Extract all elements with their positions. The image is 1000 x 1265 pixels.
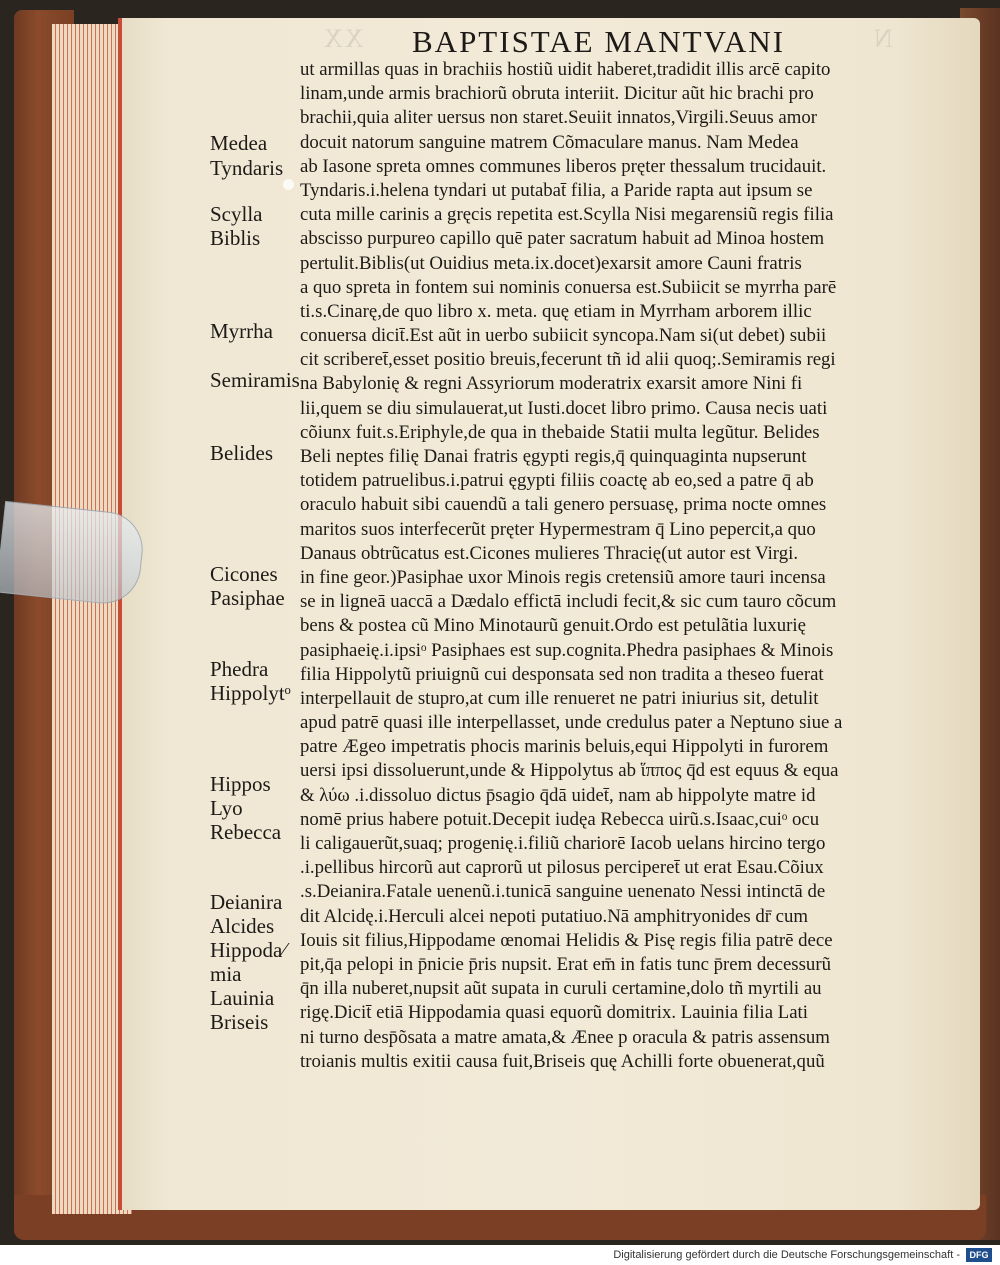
margin-note-cicones: Cicones: [210, 562, 278, 586]
margin-note-pasiphae: Pasiphae: [210, 586, 285, 610]
margin-note-phedra: Phedra: [210, 657, 269, 681]
text-line: in fine geor.)Pasiphae uxor Minois regis cretensiũ amore tauri incensa: [300, 566, 826, 588]
plastic-page-clip: [0, 501, 146, 607]
text-line: ti.s.Cinarę,de quo libro x. meta. quę etiam in Myrrham arborem illic: [300, 300, 812, 322]
text-line: apud patrē quasi ille interpellasset, unde credulus pater a Neptuno siue a: [300, 712, 843, 734]
text-line: Tyndaris.i.helena tyndari ut putabat̄ filia, a Paride rapta aut ipsum se: [300, 179, 813, 201]
text-line: patre Ægeo impetratis phocis marinis beluis,equi Hippolyti in furorem: [300, 736, 829, 758]
text-line: cõiunx fuit.s.Eriphyle,de qua in thebaide Statii multa legũtur. Belides: [300, 421, 820, 443]
text-line: maritos suos interfecerũt pręter Hypermestram q̄ Lino pepercit,a quo: [300, 518, 816, 540]
text-line: se in ligneā uaccā a Dædalo effictā includi fecit,& sic cum tauro cõcum: [300, 591, 837, 613]
text-line: brachii,quia aliter uersus non staret.Seuiit innatos,Virgili.Seuus amor: [300, 107, 817, 129]
text-line: dit Alcidę.i.Herculi alcei nepoti putatiuo.Nā amphitryonides dr̄ cum: [300, 905, 809, 927]
margin-note-hippolytus: Hippolytᵒ: [210, 681, 291, 705]
margin-note-alcides: Alcides: [210, 914, 275, 938]
text-line: Beli neptes filię Danai fratris ęgypti regis,q̄ quinquaginta nupserunt: [300, 446, 807, 467]
text-line: uersi ipsi dissoluerunt,unde & Hippolytus ab ἵππος q̄d est equus & equa: [300, 760, 839, 782]
dfg-logo: DFG: [966, 1248, 992, 1262]
margin-note-tyndaris: Tyndaris: [210, 156, 284, 180]
red-page-edge: [118, 18, 122, 1210]
text-line: pasiphaeię.i.ipsiᵒ Pasiphaes est sup.cognita.Phedra pasiphaes & Minois: [300, 639, 834, 661]
text-line: li caligauerũt,suaq; progenię.i.filiũ chariorē Iacob uelans hircino tergo: [300, 833, 826, 854]
margin-note-medea: Medea: [210, 131, 268, 155]
text-line: & λύω .i.dissoluo dictus p̄sagio q̄dā uidet̄, nam ab hippolyte matre id: [300, 784, 816, 806]
text-line: totidem patruelibus.i.patrui ęgypti filiis coactę ab eo,sed a patre q̄ ab: [300, 470, 814, 492]
text-line: filia Hippolytũ priuignũ cui desponsata sed non tradita a theseo fuerat: [300, 663, 824, 685]
margin-note-rebecca: Rebecca: [210, 820, 282, 844]
text-line: abscisso purpureo capillo quē pater sacratum habuit ad Minoa hostem: [300, 228, 825, 250]
funding-credit: Digitalisierung gefördert durch die Deutsche Forschungsgemeinschaft -: [613, 1249, 960, 1261]
text-line: conuersa dicit̄.Est aũt in uerbo subiicit syncopa.Nam si(ut debet) subii: [300, 325, 827, 347]
running-head: BAPTISTAE MANTVANI: [412, 24, 786, 59]
text-line: troianis multis exitii causa fuit,Briseis quę Achilli forte obuenerat,quũ: [300, 1050, 825, 1072]
margin-note-semiramis: Semiramis: [210, 368, 300, 392]
text-line: pertulit.Biblis(ut Ouidius meta.ix.docet)exarsit amore Cauni fratris: [300, 252, 802, 274]
margin-note-belides: Belides: [210, 441, 273, 465]
text-line: cuta mille carinis a gręcis repetita est.Scylla Nisi megarensiũ regis filia: [300, 204, 834, 226]
margin-note-deianira: Deianira: [210, 890, 283, 914]
margin-note-myrrha: Myrrha: [210, 319, 273, 343]
text-line: q̄n illa nuberet,nupsit aũt supata in curuli certamine,dolo tñ myrtili au: [300, 978, 822, 1000]
margin-note-hippos: Hippos: [210, 772, 271, 796]
margin-note-lyo: Lyo: [210, 796, 243, 820]
text-line: nomē prius habere potuit.Decepit iudęa Rebecca uirũ.s.Isaac,cuiᵒ ocu: [300, 808, 820, 830]
text-line: cit scriberet̄,esset positio breuis,fecerunt tñ id alii quoq;.Semiramis regi: [300, 349, 836, 371]
text-line: rigę.Dicit̄ etiā Hippodamia quasi equorũ domitrix. Lauinia filia Lati: [300, 1002, 808, 1024]
text-line: pit,q̄a pelopi in p̄nicie p̄ris nupsit. Erat em̄ in fatis tunc p̄rem decessurũ: [300, 953, 831, 975]
text-line: linam,unde armis brachiorũ obruta interiit. Dicitur aũt hic brachi pro: [300, 83, 814, 105]
show-through-right: N: [872, 24, 893, 53]
margin-note-scylla: Scylla: [210, 202, 263, 226]
text-line: ab Iasone spreta omnes communes liberos pręter thessalum trucidauit.: [300, 155, 827, 177]
page-hole: [283, 179, 294, 190]
text-line: a quo spreta in fontem sui nominis conuersa est.Subiicit se myrrha parē: [300, 276, 837, 298]
text-line: bens & postea cũ Mino Minotaurũ genuit.Ordo est petulãtia luxurię: [300, 615, 806, 637]
show-through-left: XX: [322, 24, 364, 53]
text-line: oraculo habuit sibi cauendũ a tali genero persuasę, prima nocte omnes: [300, 494, 827, 516]
text-line: Danaus obtrũcatus est.Cicones mulieres Thracię(ut autor est Virgi.: [300, 542, 799, 564]
margin-note-lauinia: Lauinia: [210, 986, 275, 1010]
text-line: interpellauit de stupro,at cum ille renueret ne patri iniurius sit, detulit: [300, 687, 819, 709]
commentary-text: [300, 58, 940, 1074]
margin-note-hippodamia: Hippoda⁄: [210, 938, 286, 962]
text-line: ni turno desp̄õsata a matre amata,& Ænee p oracula & patris assensum: [300, 1026, 830, 1048]
text-line: na Babylonię & regni Assyriorum moderatrix exarsit amore Nini fi: [300, 373, 803, 395]
text-line: lii,quem se diu simulauerat,ut Iusti.docet libro primo. Causa necis uati: [300, 397, 828, 419]
text-line: docuit natorum sanguine matrem Cõmaculare manus. Nam Medea: [300, 131, 799, 153]
margin-note-briseis: Briseis: [210, 1010, 269, 1034]
text-line: Iouis sit filius,Hippodame œnomai Helidis & Pisę regis filia patrē dece: [300, 929, 833, 951]
margin-note-biblis: Biblis: [210, 226, 261, 250]
margin-note-hippodamia-cont: mia: [210, 962, 242, 986]
text-line: .i.pellibus hircorũ aut caprorũ ut pilosus perciperet̄ ut erat Esau.Cõiux: [300, 857, 824, 879]
text-line: .s.Deianira.Fatale uenenũ.i.tunicā sanguine uenenato Nessi intinctā de: [300, 881, 826, 903]
text-line: ut armillas quas in brachiis hostiũ uidit haberet,tradidit illis arcē capito: [300, 59, 831, 80]
